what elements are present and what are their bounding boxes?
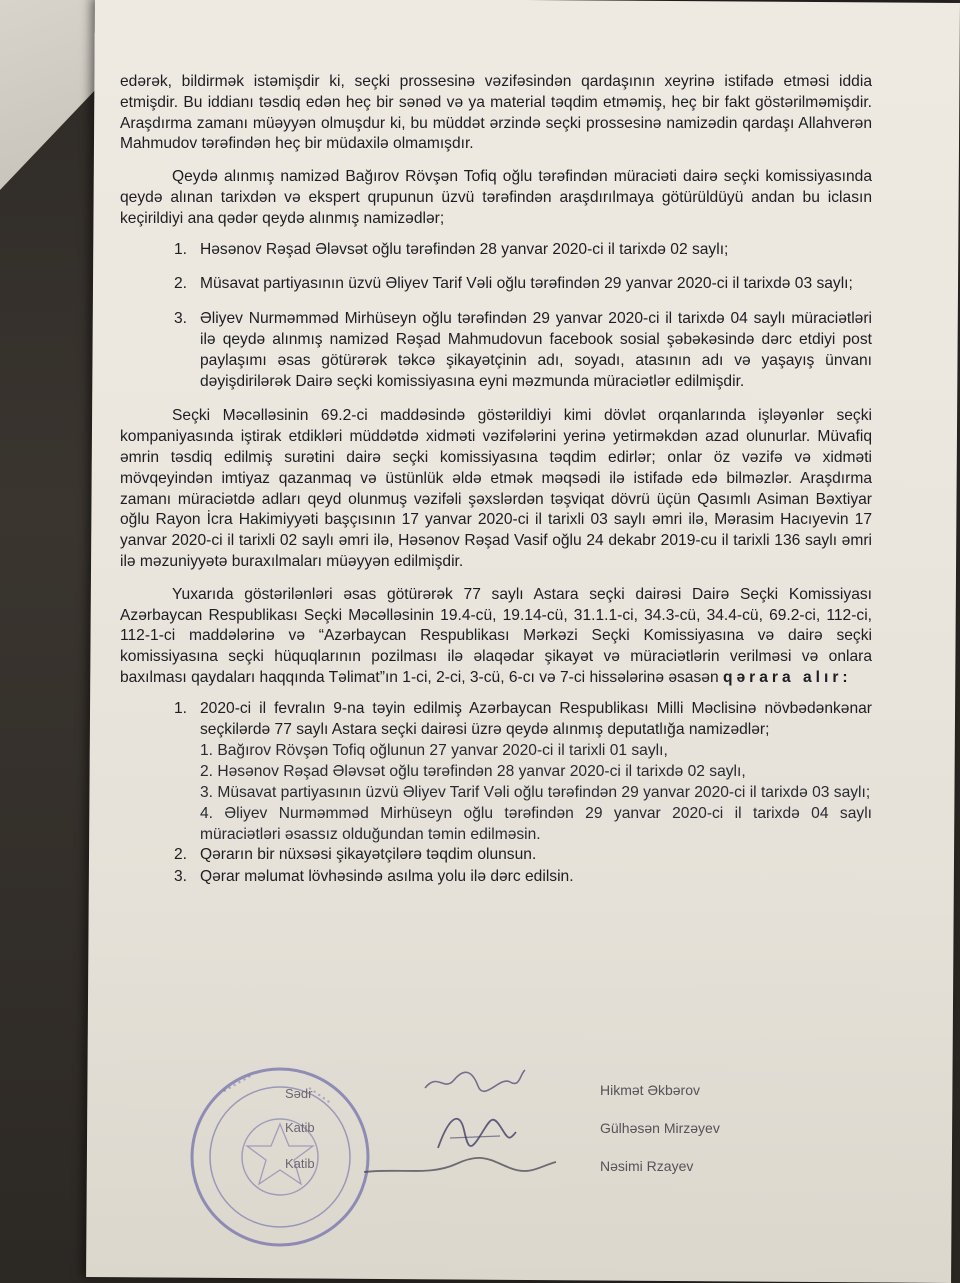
paragraph-registered-candidate: Qeydə alınmış namizəd Bağırov Rövşən Tofiq oğlu tərəfindən müraciəti dairə seçki komissiyasında qeydə alınan tarixdən və ekspert qrupunun üzvü tərəfindən araşdırılmaya götürüldüyü andan bu iclasın keçirildiyi ana qədər qeydə alınmış namizədlər; (120, 168, 872, 227)
decision-list-continued (120, 845, 872, 888)
list-item: 3. Əliyev Nurməmməd Mirhüseyn oğlu tərəfindən 29 yanvar 2020-ci il tarixdə 04 saylı müraciətləri ilə qeydə alınmış namizəd Rəşad Mahmudovun facebook sosial şəbəkəsində dərc etdiyi post paylaşımı əsas götürərək təkcə şikayətçinin adı, soyadı, atasının adı və yaşayış ünvanı dəyişdirilərək Dairə seçki komissiyasına eyni məzmunda müraciətlər edilmişdir. (174, 310, 872, 390)
role-secretary: Katib (285, 1120, 315, 1135)
signer-chairman: Hikmət Əkbərov (600, 1082, 701, 1098)
signature-1 (420, 1062, 530, 1098)
list-item: 1. 2020-ci il fevralın 9-na təyin edilmiş Azərbaycan Respublikası Milli Məclisinə növbədənkənar seçkilərdə 77 saylı Astara seçki dairəsi üzrə qeydə alınmış deputatlığa namizədlər; (174, 699, 872, 738)
signer-secretary: Gülhəsən Mirzəyev (600, 1120, 720, 1136)
list-item: 1. Bağırov Rövşən Tofiq oğlunun 27 yanvar 2020-ci il tarixli 01 saylı, (200, 742, 668, 760)
signature-3 (360, 1150, 560, 1180)
rejected-complaints-list (120, 741, 872, 845)
round-stamp (185, 1062, 375, 1252)
complaint-list (120, 240, 872, 393)
paragraph-intro-continued: edərək, bildirmək istəmişdir ki, seçki prossesinə vəzifəsindən qardaşının xeyrinə istifadə etməsi iddia etmişdir. Bu iddianı təsdiq edən heç bir sənəd və ya material təqdim etməmiş, heç bir fakt göstərilməmişdir. Araşdırma zamanı müəyyən olmuşdur ki, bu müddət ərzində seçki prossesinə namizədin qardaşı Allahverən Mahmudov tərəfindən heç bir müdaxilə olmamışdır. (120, 73, 872, 153)
svg-text:• • • • •: • • • • • (305, 1083, 333, 1107)
list-item: 3. Qərar məlumat lövhəsində asılma yolu ilə dərc edilsin. (174, 868, 574, 886)
list-item: 1. Həsənov Rəşad Ələvsət oğlu tərəfindən 28 yanvar 2020-ci il tarixdə 02 saylı; (174, 240, 729, 258)
paragraph-election-code: Seçki Məcəlləsinin 69.2-ci maddəsində göstərildiyi kimi dövlət orqanlarında işləyənlər seçki kompaniyasında iştirak etdikləri müddətdə xidməti vəzifələrini yerinə yetirməkdən azad olunurlar. Müvafiq əmrin təsdiq edilmiş surətini dairə seçki komissiyasına təqdim edirlər; onlar öz vəzifə və xidməti mövqeyindən imtiyaz qazanmaq və üstünlük əldə etmək məqsədi ilə istifadə edə bilməzlər. Araşdırma zamanı müraciətdə adları qeyd olunmuş vəzifəli şəxslərdən təşviqat dövrü üçün Qasımlı Asiman Bəxtiyar oğlu Rayon İcra Hakimiyyəti başçısının 17 yanvar 2020-ci il tarixli 03 saylı əmri ilə, Mərasim Hacıyevin 17 yanvar 2020-ci il tarixli 02 saylı əmri ilə, Həsənov Rəşad Vasif oğlu 24 dekabr 2019-cu il tarixli 136 saylı əmri ilə məzuniyyətə buraxılmaları müəyyən edilmişdir. (120, 407, 872, 570)
decision-list (120, 699, 872, 741)
role-chairman: Sədr (285, 1086, 313, 1101)
signer-member: Nəsimi Rzayev (600, 1158, 694, 1174)
decision-heading: qərara alır: (722, 668, 852, 686)
document-body (120, 72, 872, 889)
list-item: 4. Əliyev Nurməmməd Mirhüseyn oğlu tərəfindən 29 yanvar 2020-ci il tarixdə 04 saylı müraciətləri əsassız olduğundan təmin edilməsin. (200, 804, 872, 843)
svg-text:• • • • • •: • • • • • • (221, 1071, 254, 1096)
list-item: 2. Həsənov Rəşad Ələvsət oğlu tərəfindən 28 yanvar 2020-ci il tarixdə 02 saylı, (200, 763, 746, 781)
role-secretary-2: Katib (285, 1156, 315, 1171)
list-item: 3. Müsavat partiyasının üzvü Əliyev Tarif Vəli oğlu tərəfindən 29 yanvar 2020-ci il tarixdə 03 saylı; (200, 783, 871, 801)
signature-2 (430, 1108, 520, 1154)
list-item: 2. Müsavat partiyasının üzvü Əliyev Tarif Vəli oğlu tərəfindən 29 yanvar 2020-ci il tarixdə 03 saylı; (174, 275, 853, 293)
list-item: 2. Qərarın bir nüxsəsi şikayətçilərə təqdim olunsun. (174, 846, 537, 864)
paragraph-decision-basis: Yuxarıda göstərilənləri əsas götürərək 77 saylı Astara seçki dairəsi Dairə Seçki Komissiyası Azərbaycan Respublikası Seçki Məcəlləsinin 19.4-cü, 19.14-cü, 31.1.1-ci, 34.3-cü, 34.4-cü, 69.2-ci, 112-ci, 112-1-ci maddələrinə və “Azərbaycan Respublikası Mərkəzi Seçki Komissiyasına və dairə seçki komissiyasına seçki hüquqlarının pozilması ilə əlaqədar şikayət və müraciətlərin verilməsi və onlara baxılması qaydaları haqqında Təlimat”ın 1-ci, 2-ci, 3-cü, 6-cı və 7-ci hissələrinə əsasən qərara alır: (120, 585, 872, 686)
